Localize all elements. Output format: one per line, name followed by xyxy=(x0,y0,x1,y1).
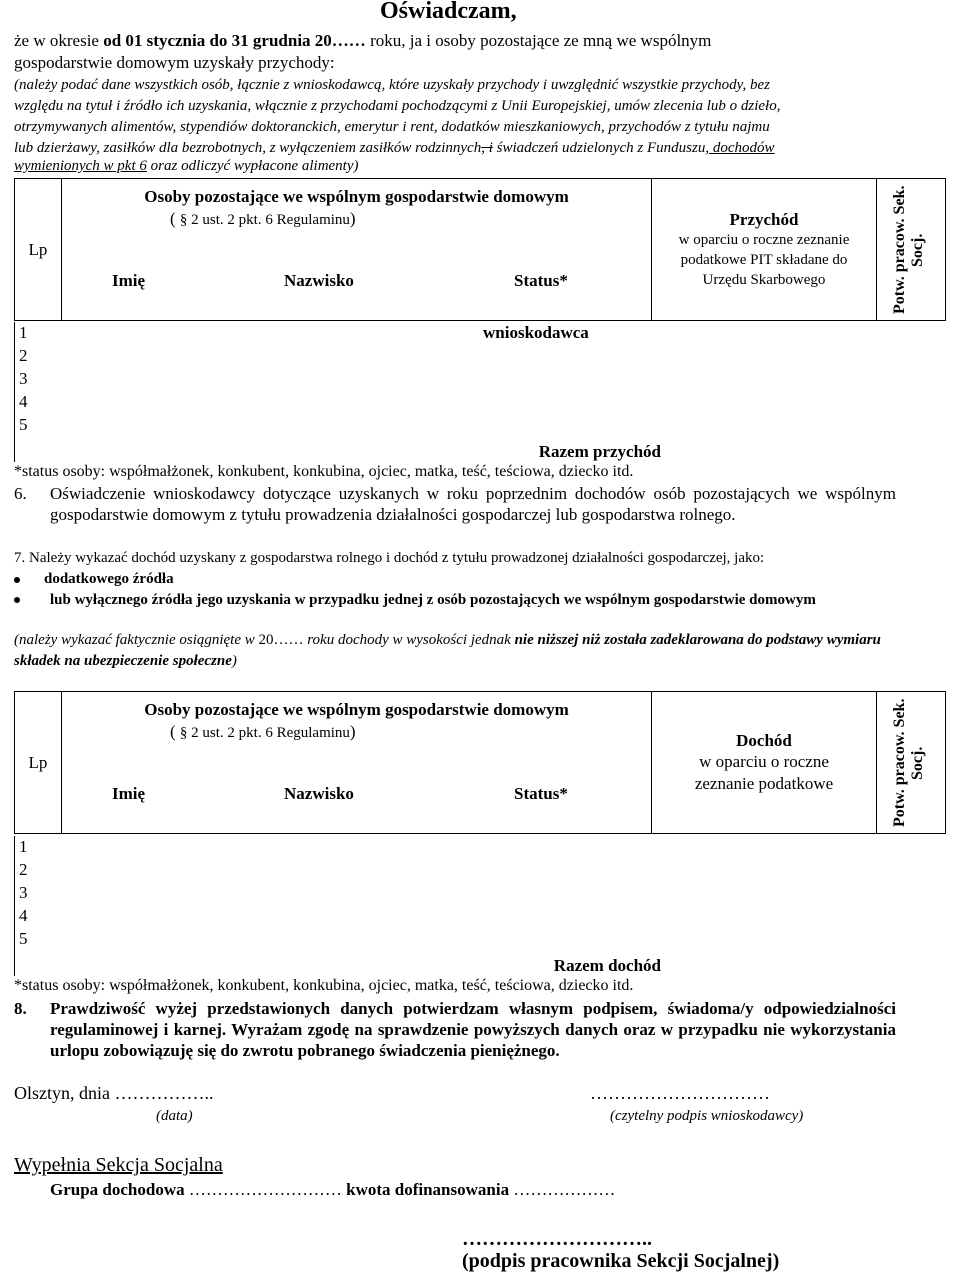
income-header xyxy=(652,692,877,834)
confirm-header xyxy=(877,179,946,321)
persons-header-ref: ( § 2 ust. 2 pkt. 6 Regulaminu) xyxy=(170,722,356,741)
persons-header xyxy=(62,692,652,834)
applicant-status: wnioskodawca xyxy=(483,323,589,342)
table-row: 2 xyxy=(19,860,28,879)
table-row: 5 xyxy=(19,415,28,434)
amount-dots: ……………… xyxy=(509,1180,616,1199)
lp-header: Lp xyxy=(15,692,62,834)
intro-line-1 xyxy=(14,30,904,51)
income-table xyxy=(14,178,946,321)
note-text: oraz odliczyć wypłacone alimenty) xyxy=(146,158,359,174)
item-8-number: 8. xyxy=(14,999,27,1018)
table-row: 5 xyxy=(19,929,28,948)
note-underlined-text: dochodów xyxy=(709,140,775,156)
intro-note-2: względu na tytuł i źródło ich uzyskania, włącznie z przychodami pochodzącymi z Unii Europejskiej, umów zlecenia lub o dzieło, xyxy=(14,98,781,114)
item-6-number: 6. xyxy=(14,484,27,503)
col-status: Status* xyxy=(514,271,568,290)
note-struck-text: , i xyxy=(481,140,493,156)
group-label: Grupa dochodowa xyxy=(50,1180,185,1199)
table-row: 4 xyxy=(19,906,28,925)
place-date: Olsztyn, dnia …………….. xyxy=(14,1083,214,1103)
intro-note-1: (należy podać dane wszystkich osób, łącznie z wnioskodawcą, które uzyskały przychody i uwzględnić wszystkie przychody, bez xyxy=(14,77,770,93)
confirm-header xyxy=(877,692,946,834)
section-fields xyxy=(50,1180,615,1200)
intro-note-3: otrzymywanych alimentów, stypendiów doktoranckich, emerytur i rent, dodatków mieszkaniowych, przychodów z tytułu najmu xyxy=(14,119,770,135)
persons-header xyxy=(62,179,652,321)
item-7-text: 7. Należy wykazać dochód uzyskany z gospodarstwa rolnego i dochód z tytułu prowadzonej działalności gospodarczej, jako: xyxy=(14,550,765,566)
section-title: Wypełnia Sekcja Socjalna xyxy=(14,1154,223,1176)
status-note-2: *status osoby: współmałżonek, konkubent, konkubina, ojciec, matka, teść, teściowa, dziecko itd. xyxy=(14,977,634,994)
income-header xyxy=(652,179,877,321)
note-text: świadczeń udzielonych z Funduszu, xyxy=(492,140,710,156)
table-row: 1 xyxy=(19,837,28,856)
signature-dots: ………………………… xyxy=(590,1083,770,1103)
item-7-note: (należy wykazać faktycznie osiągnięte w 20…… roku dochody w wysokości jednak nie niższej niż została zadeklarowana do podstawy wymiaru składek na ubezpieczenie społeczne) xyxy=(14,632,881,669)
worker-signature-label: (podpis pracownika Sekcji Socjalnej) xyxy=(462,1250,780,1272)
persons-header-title: Osoby pozostające we wspólnym gospodarstwie domowym xyxy=(144,187,569,206)
amount-label: kwota dofinansowania xyxy=(346,1180,510,1199)
persons-header-title: Osoby pozostające we wspólnym gospodarstwie domowym xyxy=(144,700,569,719)
lp-header: Lp xyxy=(15,179,62,321)
item-8-text: Prawdziwość wyżej przedstawionych danych potwierdzam własnym podpisem, świadoma/y odpowiedzialności regulaminowej i karnej. Wyrażam zgodę na sprawdzenie powyższych danych oraz w przypadku nie wykorzystania urlopu zobowiązuję się do zwrotu pobranego świadczenia pieniężnego. xyxy=(50,999,896,1060)
col-last-name: Nazwisko xyxy=(284,271,354,290)
confirm-label: Potw. pracow. Sek. Socj. xyxy=(891,185,926,314)
item-7-bullet-2: lub wyłącznego źródła jego uzyskania w przypadku jednej z osób pozostających we wspólnym gospodarstwie domowym xyxy=(14,590,896,611)
signature-label: (czytelny podpis wnioskodawcy) xyxy=(610,1108,804,1124)
persons-header-ref: ( § 2 ust. 2 pkt. 6 Regulaminu) xyxy=(170,209,356,228)
intro-text: roku, ja i osoby pozostające ze mną we wspólnym xyxy=(365,31,712,50)
income-desc: w oparciu o roczne zeznanie podatkowe PIT składane do Urzędu Skarbowego xyxy=(678,231,850,288)
date-label: (data) xyxy=(156,1108,193,1124)
intro-period: od 01 stycznia do 31 grudnia 20…… xyxy=(103,31,366,50)
table-row: 2 xyxy=(19,346,28,365)
worker-signature-dots: ……………………….. xyxy=(462,1228,652,1250)
bullet-icon xyxy=(14,577,20,583)
income-total: Razem przychód xyxy=(538,442,661,461)
intro-note-5 xyxy=(14,156,359,177)
col-first-name: Imię xyxy=(112,271,146,290)
item-6-text: Oświadczenie wnioskodawcy dotyczące uzyskanych w roku poprzednim dochodów osób pozostających we wspólnym gospodarstwie domowym z tytułu prowadzenia działalności gospodarczej lub gospodarstwa rolnego. xyxy=(50,484,896,524)
income-title: Dochód xyxy=(736,730,792,750)
status-note: *status osoby: współmałżonek, konkubent, konkubina, ojciec, matka, teść, teściowa, dziecko itd. xyxy=(14,463,634,480)
col-status: Status* xyxy=(514,784,568,803)
confirm-label: Potw. pracow. Sek. Socj. xyxy=(891,698,926,827)
table-row: 4 xyxy=(19,392,28,411)
income-title: Przychód xyxy=(729,209,799,229)
bullet-icon xyxy=(14,597,20,603)
page-title: Oświadczam, xyxy=(380,0,517,24)
intro-line-2: gospodarstwie domowym uzyskały przychody: xyxy=(14,53,335,72)
business-income-total: Razem dochód xyxy=(553,956,661,975)
col-last-name: Nazwisko xyxy=(284,784,354,803)
note-underlined-text: wymienionych w pkt 6 xyxy=(14,158,147,174)
col-first-name: Imię xyxy=(112,784,146,803)
table-row: 3 xyxy=(19,883,28,902)
note-text: lub dzierżawy, zasiłków dla bezrobotnych, z wyłączeniem zasiłków rodzinnych xyxy=(14,140,482,156)
table-row: 1 wnioskodawca xyxy=(19,323,589,342)
group-dots: ……………………… xyxy=(184,1180,347,1199)
income-rows xyxy=(14,322,675,462)
table-row: 3 xyxy=(19,369,28,388)
business-income-table xyxy=(14,691,946,834)
intro-text: że w okresie xyxy=(14,31,104,50)
income-desc: w oparciu o roczne zeznanie podatkowe xyxy=(694,751,834,793)
business-income-rows xyxy=(14,836,675,976)
item-7-bullet-1: dodatkowego źródła xyxy=(14,569,174,590)
